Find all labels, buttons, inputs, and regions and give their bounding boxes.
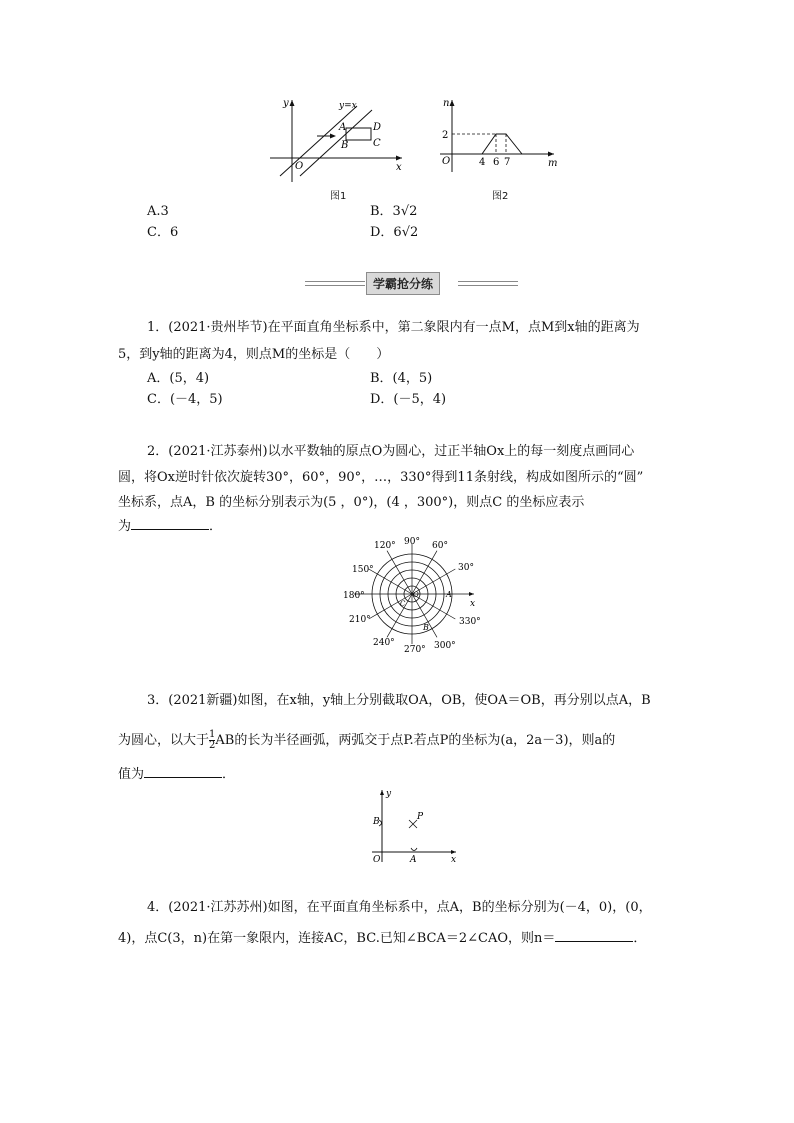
figure-2	[436, 96, 560, 174]
polar-angle-30: 30°	[458, 563, 474, 573]
fig1-b-label: B	[341, 140, 349, 151]
q2-line-4-text: 为	[118, 519, 132, 534]
polar-b-label: B	[423, 623, 429, 632]
banner-rule-right	[458, 281, 518, 286]
q3-line-3-text: 值为	[118, 767, 145, 782]
polar-angle-210: 210°	[349, 615, 371, 625]
top-choice-b: B．3√2	[370, 204, 418, 219]
q2-line-4	[118, 515, 222, 537]
fig2-tick-7: 7	[504, 157, 511, 168]
q2-line-1: 2．(2021·江苏泰州)以水平数轴的原点O为圆心，过正半轴Ox上的每一刻度点画同心	[147, 444, 635, 459]
fig1-x-label: x	[396, 162, 402, 173]
fig2-tick-6: 6	[493, 157, 500, 168]
fig2-m-label: m	[548, 158, 558, 169]
q3-x-label: x	[451, 855, 457, 865]
q4-line-1: 4．(2021·江苏苏州)如图，在平面直角坐标系中，点A，B的坐标分别为(－4，0)，(0，	[147, 900, 652, 915]
figure-1	[262, 96, 412, 184]
polar-ray	[387, 551, 412, 594]
q4-line-2-text: 4)，点C(3，n)在第一象限内，连接AC，BC.已知∠BCA＝2∠CAO，则n＝	[118, 931, 556, 946]
q4-line-2-end: ．	[633, 931, 647, 946]
polar-x-label: x	[470, 599, 476, 609]
polar-angle-150: 150°	[352, 565, 374, 575]
polar-angle-270: 270°	[404, 645, 426, 655]
banner-rule-left	[305, 281, 365, 286]
polar-c-label: C	[400, 600, 406, 608]
fig1-d-label: D	[373, 122, 382, 133]
q2-line-2: 圆，将Ox逆时针依次旋转30°，60°，90°，…，330°得到11条射线，构成如图所示的“圆”	[118, 470, 644, 485]
fig2-o-label: O	[442, 156, 451, 167]
fig1-a-label: A	[339, 122, 347, 133]
q3-y-label: y	[386, 789, 392, 799]
q1-choice-d: D．(－5，4)	[370, 392, 447, 407]
q3-a-label: A	[410, 855, 417, 865]
q1-choice-a: A．(5，4)	[147, 371, 210, 386]
polar-angle-120: 120°	[374, 541, 396, 551]
q3-o-label: O	[373, 855, 381, 865]
polar-ray	[412, 551, 437, 594]
polar-figure	[334, 534, 490, 658]
q3-line-1: 3．(2021新疆)如图，在x轴，y轴上分别截取OA，OB，使OA＝OB，再分别以点A，B	[147, 693, 651, 708]
fig2-tick-4: 4	[479, 157, 486, 168]
q1-choice-c: C．(－4，5)	[147, 392, 223, 407]
fig1-caption: 图1	[330, 191, 347, 202]
polar-ray	[369, 594, 412, 619]
polar-o-label: O	[413, 591, 419, 599]
fig1-y-label: y	[283, 98, 289, 109]
q3-fraction-den: 2	[209, 740, 216, 751]
q3-line-2-post: AB的长为半径画弧，两弧交于点P.若点P的坐标为(a，2a－3)，则a的	[215, 733, 616, 748]
q3-answer-blank	[144, 763, 222, 778]
q3-line-2	[118, 730, 615, 751]
polar-angle-240: 240°	[373, 638, 395, 648]
polar-angle-60: 60°	[432, 541, 448, 551]
polar-angle-90: 90°	[404, 537, 420, 547]
polar-angle-330: 330°	[459, 617, 481, 627]
polar-angle-300: 300°	[434, 641, 456, 651]
q3-figure	[366, 786, 462, 866]
polar-ray	[369, 569, 412, 594]
fig2-caption: 图2	[492, 191, 509, 202]
q4-answer-blank	[555, 927, 633, 942]
fig1-line-label: y=x	[339, 101, 357, 111]
top-choice-d: D．6√2	[370, 225, 419, 240]
q2-line-3: 坐标系，点A，B 的坐标分别表示为(5 ，0°)，(4 ，300°)，则点C 的坐标应表示	[118, 495, 585, 510]
q1-choice-b: B．(4，5)	[370, 371, 433, 386]
q4-line-2	[118, 927, 646, 949]
polar-a-label: A	[446, 590, 452, 599]
top-choice-a: A.3	[147, 204, 169, 219]
section-banner: 学霸抢分练	[366, 272, 440, 295]
q3-fraction-num: 1	[209, 729, 216, 740]
q3-p-label: P	[417, 812, 424, 822]
top-choice-c: C．6	[147, 225, 179, 240]
fig2-n-label: n	[443, 98, 450, 109]
q3-line-2-pre: 为圆心，以大于	[118, 733, 210, 748]
fig1-c-label: C	[373, 138, 381, 149]
q3-line-3-end: ．	[222, 767, 236, 782]
q1-line-2: 5，到y轴的距离为4，则点M的坐标是（ ）	[118, 347, 390, 362]
q2-answer-blank	[131, 515, 209, 530]
polar-angle-180: 180°	[343, 591, 365, 601]
q3-b-label: B	[373, 817, 380, 827]
fig1-o-label: O	[295, 161, 304, 172]
fig2-two-label: 2	[442, 130, 449, 141]
q1-line-1: 1．(2021·贵州毕节)在平面直角坐标系中，第二象限内有一点M，点M到x轴的距离为	[147, 320, 640, 335]
q2-line-4-end: ．	[209, 519, 223, 534]
q3-line-3	[118, 763, 235, 785]
